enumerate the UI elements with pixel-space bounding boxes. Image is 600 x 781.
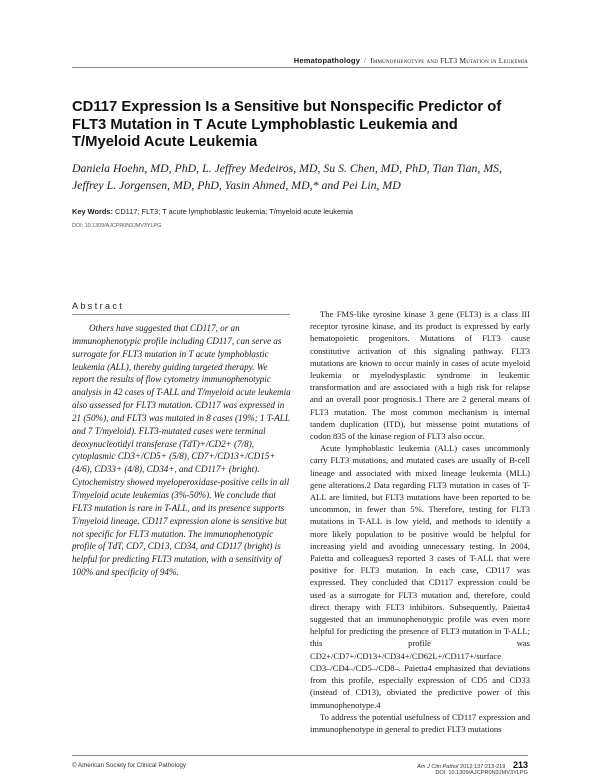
footer-doi: DOI: 10.1309/AJCPR0N3JMV3YLPG [435, 770, 528, 776]
running-head-title: Immunophenotype and FLT3 Mutation in Leukemia [370, 56, 528, 65]
article-doi: DOI: 10.1309/AJCPR0N3JMV3YLPG [72, 223, 162, 229]
running-head-section: Hematopathology [293, 56, 361, 65]
body-text-column [310, 308, 530, 735]
body-paragraph: The FMS-like tyrosine kinase 3 gene (FLT3) is a class III receptor tyrosine kinase, and its product is expressed by early hematopoietic progenitors. Mutations of FLT3 cause constitutive activation of this signaling pathway. FLT3 mutations are known to occur mainly in cases of acute myeloid leukemia or myelodysplastic syndrome in leukemic transformation and are associated with a high risk for relapse and an overall poor prognosis.1 There are 2 general means of FLT3 mutation. The most common mechanism is internal tandem duplication (ITD), but missense point mutations of codon 835 of the kinase region of FLT3 also occur. [310, 309, 530, 442]
footer-divider [72, 755, 528, 756]
body-paragraph: To address the potential usefulness of CD117 expression and immunophenotype in general to predict FLT3 mutations [310, 711, 530, 734]
journal-name: Am J Clin Pathol [417, 764, 459, 770]
keywords [72, 207, 528, 216]
abstract-paragraph: Others have suggested that CD117, or an immunophenotypic profile including CD117, can serve as surrogate for FLT3 mutation in T acute lymphoblastic leukemia (ALL), thereby guiding targeted therapy. We report the results of flow cytometry immunophenotypic analysis in 42 cases of T-ALL and T/myeloid acute leukemia also assessed for FLT3 mutation. CD117 was expressed in 21 (50%), and FLT3 was mutated in 8 cases (19%; 1 T-ALL and 7 T/myeloid). FLT3-mutated cases were terminal deoxynucleotidyl transferase (TdT)+/CD2+ (7/8), cytoplasmic CD3+/CD5+ (5/8), CD7+/CD13+/CD15+ (4/6), CD33+ (4/8), CD34+, and CD117+ (bright). Cytochemistry showed myeloperoxidase-positive cells in all T/myeloid acute leukemias (3%-50%). We conclude that FLT3 mutation is rare in T-ALL, and its presence supports T/myeloid lineage. CD117 expression alone is sensitive but not specific for FLT3 mutation. The immunophenotypic profile of TdT, CD7, CD13, CD34, and CD117 (bright) is helpful for predicting FLT3 mutation, with a sensitivity of 100% and specificity of 94%. [72, 323, 291, 578]
keywords-text: CD117; FLT3; T acute lymphoblastic leukemia; T/myeloid acute leukemia [115, 207, 353, 216]
footer-citation [417, 760, 528, 776]
author-list: Daniela Hoehn, MD, PhD, L. Jeffrey Medeiros, MD, Su S. Chen, MD, PhD, Tian Tian, MS, Jeffrey L. Jorgensen, MD, PhD, Yasin Ahmed, MD,* and Pei Lin, MD [72, 161, 502, 192]
body-paragraph: Acute lymphoblastic leukemia (ALL) cases uncommonly carry FLT3 mutations, and mutated cases are usually of B-cell lineage and associated with mixed lineage leukemia (MLL) gene alterations.2 Data regarding FLT3 mutation in cases of T-ALL are limited, but FLT3 mutations have been reported to be uncommon, in fewer than 5%. Therefore, testing for FLT3 mutations in T-ALL is low yield, and methods to identify a more likely population to be positive would be helpful for increasing yield and avoiding unnecessary testing. In 2004, Paietta and colleagues3 reported 3 cases of T-ALL that were positive for FLT3 mutation. In each case, CD117 was expressed. They concluded that CD117 expression could be used as a surrogate for FLT3 mutation and, therefore, could direct therapy with FLT3 inhibitors. Subsequently, Paietta4 suggested that an immunophenotypic profile was even more helpful for predicting the presence of FLT3 mutation in T-ALL; this profile was CD2+/CD7+/CD13+/CD34+/CD62L+/CD117+/surface CD3–/CD4–/CD5–/CD8–. Paietta4 emphasized that deviations from this profile, especially expression of CD5 and CD33 (instead of CD13), obviated the predictive power of this immunophenotype.4 [310, 443, 530, 710]
copyright-notice: © American Society for Clinical Pathology [72, 762, 186, 769]
running-head [294, 56, 528, 65]
abstract-heading: Abstract [72, 301, 125, 311]
keywords-label: Key Words: [72, 207, 113, 216]
journal-citation: 2012;137:213-219 [459, 764, 506, 770]
page-number: 213 [512, 760, 528, 770]
article-title: CD117 Expression Is a Sensitive but Nonspecific Predictor of FLT3 Mutation in T Acute Lymphoblastic Leukemia and T/Myeloid Acute Leukemia [72, 99, 502, 150]
running-head-separator: / [364, 57, 367, 65]
abstract-body [72, 322, 292, 579]
header-divider [72, 67, 528, 68]
abstract-divider [72, 314, 290, 315]
